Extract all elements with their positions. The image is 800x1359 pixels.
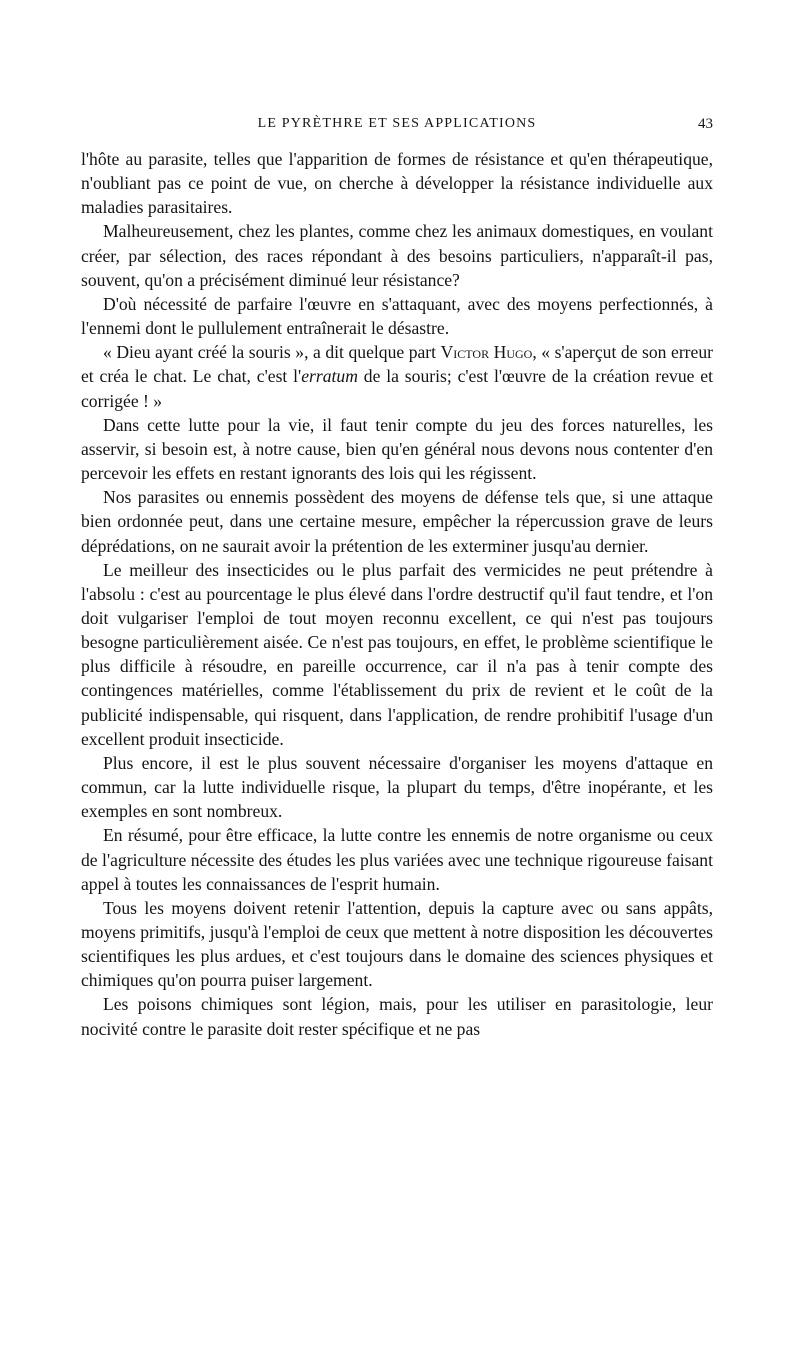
paragraph-5: Dans cette lutte pour la vie, il faut tenir compte du jeu des forces naturelles, les asservir, si besoin est, à notre cause, bien qu'en général nous devons nous contenter d'en percevoir les effets en restant ignorants des lois qui les régissent. (81, 414, 713, 484)
paragraph-4-quote (81, 340, 713, 412)
italic-word: erratum (301, 366, 358, 387)
quote-text-middle: , « s'aperçut de son erreur et créa le chat. Le chat, c'est l' (81, 342, 714, 387)
paragraph-3: D'où nécessité de parfaire l'œuvre en s'attaquant, avec des moyens perfectionnés, à l'ennemi dont le pullulement entraînerait le désastre. (81, 293, 713, 339)
body-text (81, 147, 713, 1041)
paragraph-1: l'hôte au parasite, telles que l'apparition de formes de résistance et qu'en thérapeutique, n'oubliant pas ce point de vue, on cherche à développer la résistance individuelle aux maladies parasitaires. (81, 149, 713, 218)
paragraph-7: Le meilleur des insecticides ou le plus parfait des vermicides ne peut prétendre à l'absolu : c'est au pourcentage le plus élevé dans l'ordre destructif qu'il faut tendre, et l'on doit vulgariser l'emploi de tout moyen reconnu excellent, ce qui n'est pas toujours besogne particulièrement aisée. Ce n'est pas toujours, en effet, le problème scientifique le plus difficile à résoudre, en pareille occurrence, car il n'a pas à tenir compte des contingences matérielles, comme l'établissement du prix de revient et le coût de la publicité indispensable, qui risquent, dans l'application, de rendre prohibitif l'usage d'un excellent produit insecticide. (81, 559, 713, 749)
paragraph-8: Plus encore, il est le plus souvent nécessaire d'organiser les moyens d'attaque en commun, car la lutte individuelle risque, la plupart du temps, d'être inopérante, et les exemples en sont nombreux. (81, 752, 713, 822)
running-head (81, 110, 713, 134)
paragraph-6: Nos parasites ou ennemis possèdent des moyens de défense tels que, si une attaque bien ordonnée peut, dans une certaine mesure, empêcher la répercussion grave de leurs déprédations, on ne saurait avoir la prétention de les exterminer jusqu'au dernier. (81, 487, 713, 556)
running-title: LE PYRÈTHRE ET SES APPLICATIONS (257, 116, 537, 131)
quote-text-end: de la souris; c'est l'œuvre de la création revue et corrigée ! » (81, 366, 713, 411)
book-page (81, 110, 713, 1041)
paragraph-2: Malheureusement, chez les plantes, comme chez les animaux domestiques, en voulant créer, par sélection, des races répondant à des besoins particuliers, n'apparaît-il pas, souvent, qu'on a précisément diminué leur résistance? (81, 221, 713, 290)
author-name: Victor Hugo (440, 342, 533, 363)
quote-text-start: « Dieu ayant créé la souris », a dit quelque part (103, 342, 441, 363)
paragraph-9: En résumé, pour être efficace, la lutte contre les ennemis de notre organisme ou ceux de l'agriculture nécessite des études les plus variées avec une technique rigoureuse faisant appel à toutes les connaissances de l'esprit humain. (81, 825, 713, 894)
paragraph-11: Les poisons chimiques sont légion, mais, pour les utiliser en parasitologie, leur nocivité contre le parasite doit rester spécifique et ne pas (81, 994, 713, 1039)
paragraph-10: Tous les moyens doivent retenir l'attention, depuis la capture avec ou sans appâts, moyens primitifs, jusqu'à l'emploi de ceux que mettent à notre disposition les découvertes scientifiques les plus ardues, et c'est toujours dans le domaine des sciences physiques et chimiques qu'on pourra puiser largement. (81, 897, 713, 991)
page-number: 43 (698, 116, 713, 132)
